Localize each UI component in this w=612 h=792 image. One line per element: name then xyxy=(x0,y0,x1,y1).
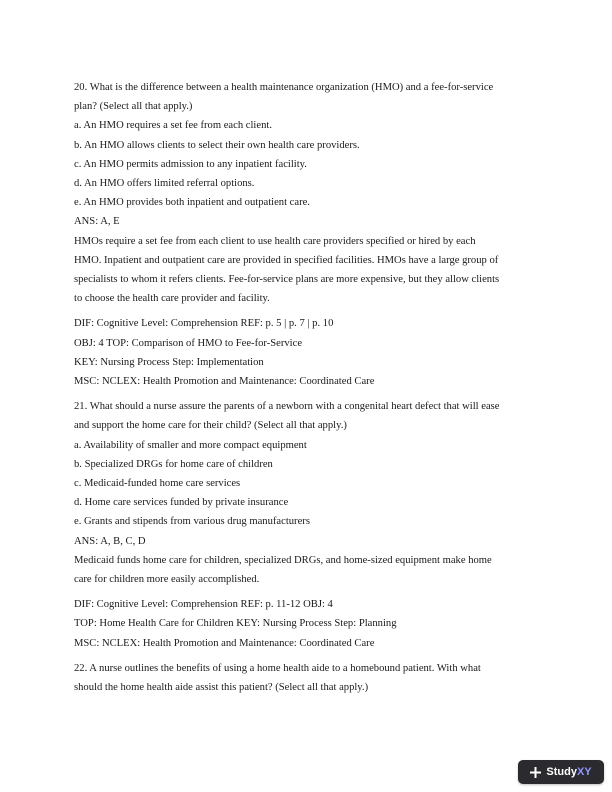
meta-line: DIF: Cognitive Level: Comprehension REF: p. 5 | p. 7 | p. 10 xyxy=(74,318,334,330)
option: e. An HMO provides both inpatient and outpatient care. xyxy=(74,197,310,209)
question-22-text-cont: should the home health aide assist this patient? (Select all that apply.) xyxy=(74,682,369,694)
answer: ANS: A, E xyxy=(74,216,120,228)
question-21-text-cont: and support the home care for their child? (Select all that apply.) xyxy=(74,420,347,432)
question-20-text: 20. What is the difference between a health maintenance organization (HMO) and a fee-for-service xyxy=(74,82,494,93)
option: d. An HMO offers limited referral options. xyxy=(74,178,255,190)
plus-icon xyxy=(530,767,541,778)
question-22-text: 22. A nurse outlines the benefits of using a home health aide to a homebound patient. With what xyxy=(74,662,481,674)
meta-line: MSC: NCLEX: Health Promotion and Maintenance: Coordinated Care xyxy=(74,376,375,388)
document-page xyxy=(74,78,544,697)
rationale-line: Medicaid funds home care for children, specialized DRGs, and home-sized equipment make home xyxy=(74,554,492,566)
meta-line: OBJ: 4 TOP: Comparison of HMO to Fee-for-Service xyxy=(74,337,303,349)
question-21-text: 21. What should a nurse assure the parents of a newborn with a congenital heart defect that will ease xyxy=(74,401,500,413)
option: a. Availability of smaller and more compact equipment xyxy=(74,439,307,451)
question-20-text-cont: plan? (Select all that apply.) xyxy=(74,101,193,113)
meta-line: DIF: Cognitive Level: Comprehension REF: p. 11-12 OBJ: 4 xyxy=(74,599,333,611)
rationale-line: care for children more easily accomplished. xyxy=(74,574,260,586)
option: c. An HMO permits admission to any inpatient facility. xyxy=(74,158,307,170)
option: e. Grants and stipends from various drug manufacturers xyxy=(74,516,310,528)
rationale-line: HMOs require a set fee from each client to use health care providers specified or hired by each xyxy=(74,235,476,247)
meta-line: MSC: NCLEX: Health Promotion and Maintenance: Coordinated Care xyxy=(74,637,375,649)
rationale-line: HMO. Inpatient and outpatient care are provided in specified facilities. HMOs have a large group of xyxy=(74,254,499,266)
brand-suffix: XY xyxy=(576,766,592,778)
answer: ANS: A, B, C, D xyxy=(74,535,146,547)
meta-line: TOP: Home Health Care for Children KEY: Nursing Process Step: Planning xyxy=(74,618,397,630)
rationale-line: specialists to whom it refers clients. Fee-for-service plans are more expensive, but they allow clients xyxy=(74,274,500,286)
studyxy-badge[interactable] xyxy=(518,760,604,784)
option: c. Medicaid-funded home care services xyxy=(74,478,241,490)
option: b. Specialized DRGs for home care of children xyxy=(74,458,273,470)
meta-line: KEY: Nursing Process Step: Implementation xyxy=(74,356,264,368)
brand-prefix: Study xyxy=(546,766,577,778)
option: a. An HMO requires a set fee from each client. xyxy=(74,120,272,132)
rationale-line: to choose the health care provider and facility. xyxy=(74,293,270,305)
option: d. Home care services funded by private insurance xyxy=(74,497,289,509)
option: b. An HMO allows clients to select their own health care providers. xyxy=(74,139,360,151)
